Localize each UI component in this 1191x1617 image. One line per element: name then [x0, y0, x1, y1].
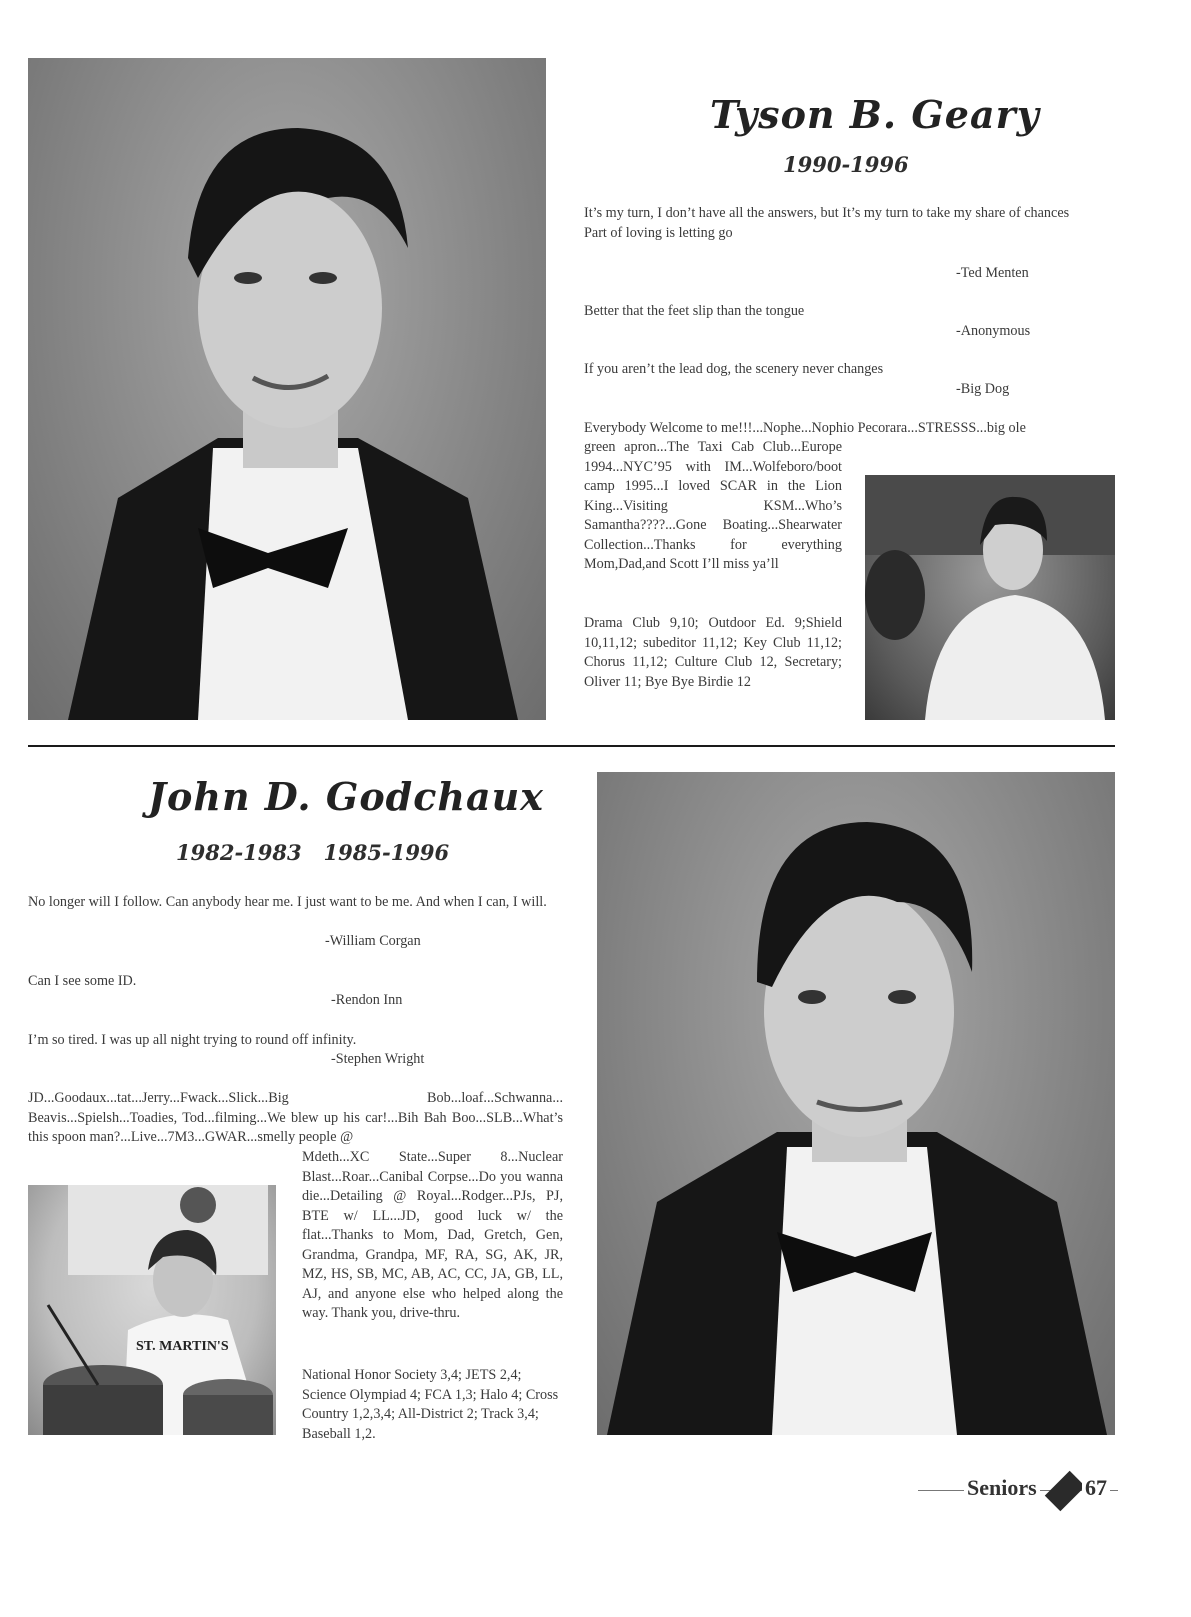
- quote-text: I’m so tired. I was up all night trying to round off infinity.: [28, 1032, 357, 1048]
- senior-name: John D. Godchaux: [148, 774, 544, 819]
- quote-text: If you aren’t the lead dog, the scenery never changes: [584, 361, 884, 377]
- quote-text: No longer will I follow. Can anybody hear me. I just want to be me. And when I can, I will.: [28, 894, 547, 910]
- attendance-years: 1990-1996: [783, 152, 909, 177]
- section-divider: [28, 745, 1115, 747]
- quote-text: Can I see some ID.: [28, 973, 137, 989]
- page-number: 67: [1082, 1475, 1110, 1501]
- shirt-lettering: ST. MARTIN'S: [136, 1339, 229, 1354]
- senior-message: green apron...The Taxi Cab Club...Europe 1994...NYC’95 with IM...Wolfeboro/boot camp 1995...I loved SCAR in the Lion King...Visiting KSM...Who’s Samantha????...Gone Boating...Shearwater Collection...Thanks for everything Mom,Dad,and Scott I’ll miss ya’ll: [584, 439, 842, 572]
- portrait-photo-john-godchaux: [597, 772, 1115, 1435]
- quote-text: Better that the feet slip than the tongue: [584, 303, 805, 319]
- quote-author: -Ted Menten: [956, 265, 1029, 281]
- quote-author: -Stephen Wright: [331, 1051, 425, 1067]
- activities-list: Drama Club 9,10; Outdoor Ed. 9;Shield 10,11,12; subeditor 11,12; Key Club 11,12; Chorus 11,12; Culture Club 12, Secretary; Oliver 11; Bye Bye Birdie 12: [584, 615, 842, 690]
- quote-text: It’s my turn, I don’t have all the answers, but It’s my turn to take my share of chances Part of loving is letting go: [584, 205, 1070, 241]
- senior-message: Mdeth...XC State...Super 8...Nuclear Blast...Roar...Canibal Corpse...Do you wanna die...Detailing @ Royal...Rodger...PJs, PJ, BTE w/ LL...JD, good luck w/ the flat...Thanks to Mom, Dad, Gretch, Gen, Grandma, Grandpa, MF, RA, SG, AK, JR, MZ, HS, SB, MC, AB, AC, CC, JA, GB, LL, AJ, and anyone else who helped along the way. Thank you, drive-thru.: [302, 1149, 563, 1321]
- quote-author: -Anonymous: [956, 323, 1031, 339]
- senior-message: JD...Goodaux...tat...Jerry...Fwack...Slick...Big Bob...loaf...Schwanna... Beavis...Spielsh...Toadies, Tod...filming...We blew up his car!...Bih Bah Boo...SLB...What’s this spoon man?...Live...7M3...GWAR...smelly people @: [28, 1090, 563, 1145]
- candid-photo-john-godchaux: [28, 1185, 276, 1435]
- candid-photo-tyson-geary: [865, 475, 1115, 720]
- quote-author: -William Corgan: [325, 933, 421, 949]
- activities-list: National Honor Society 3,4; JETS 2,4; Science Olympiad 4; FCA 1,3; Halo 4; Cross Country 1,2,3,4; All-District 2; Track 3,4; Baseball 1,2.: [302, 1367, 559, 1442]
- senior-name: Tyson B. Geary: [710, 92, 1040, 137]
- quote-author: -Big Dog: [956, 381, 1010, 397]
- portrait-photo-tyson-geary: [28, 58, 546, 720]
- attendance-years: 1982-1983 1985-1996: [176, 840, 450, 865]
- senior-message: Everybody Welcome to me!!!...Nophe...Nophio Pecorara...STRESSS...big ole: [584, 420, 1026, 436]
- section-label: Seniors: [964, 1475, 1040, 1501]
- diamond-ornament-icon: [1045, 1471, 1085, 1511]
- quote-author: -Rendon Inn: [331, 992, 403, 1008]
